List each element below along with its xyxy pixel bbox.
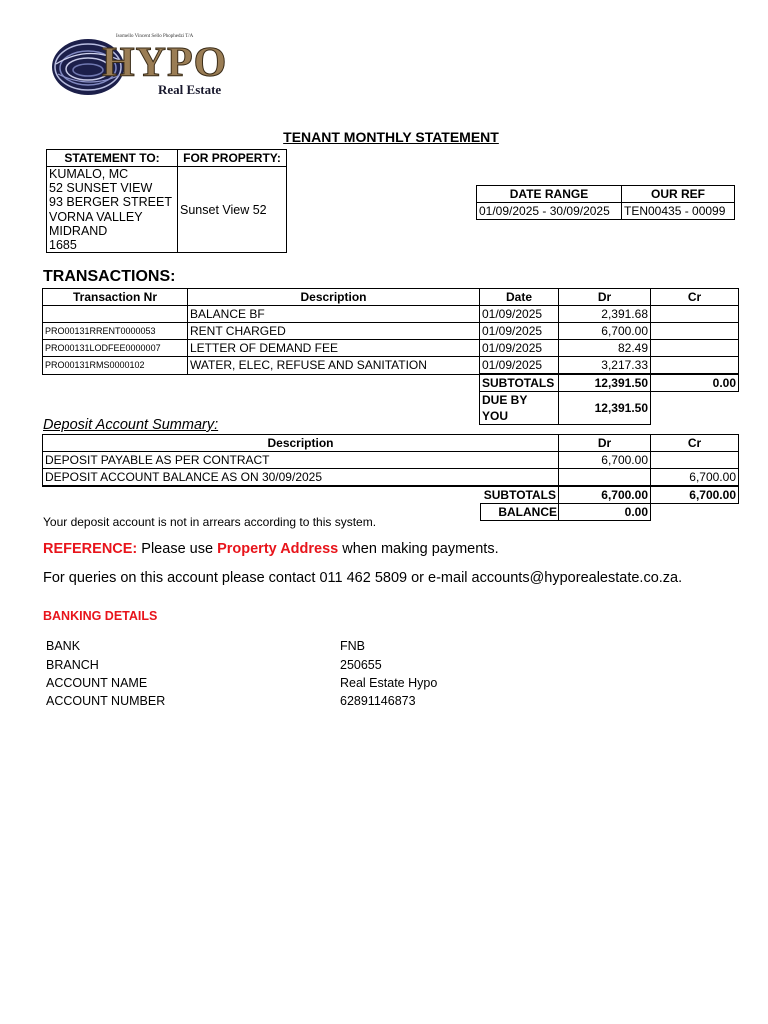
subtotals-row: [43, 486, 739, 504]
col-date: Date: [480, 289, 559, 306]
bank-label: BANK: [46, 639, 81, 653]
deposit-balance-value: 0.00: [559, 504, 651, 521]
logo-brand: HYPO: [102, 40, 228, 86]
bank-value: FNB: [340, 639, 365, 653]
deposit-cr: 6,700.00: [651, 469, 739, 487]
reference-text: when making payments.: [338, 541, 499, 557]
transaction-dr: 3,217.33: [559, 357, 651, 375]
transaction-dr: 82.49: [559, 340, 651, 357]
account-name-label: ACCOUNT NAME: [46, 676, 148, 690]
deposit-balance-label: BALANCE: [43, 504, 559, 521]
transaction-dr: 2,391.68: [559, 306, 651, 323]
reference-highlight: Property Address: [217, 541, 339, 557]
deposit-desc: DEPOSIT PAYABLE AS PER CONTRACT: [43, 452, 559, 469]
deposit-note: Your deposit account is not in arrears according to this system.: [43, 515, 377, 529]
address-line: VORNA VALLEY: [49, 209, 143, 224]
deposit-dr: 6,700.00: [559, 452, 651, 469]
transaction-cr: [651, 340, 739, 357]
account-number-label: ACCOUNT NUMBER: [46, 694, 166, 708]
col-dr: Dr: [559, 435, 651, 452]
date-range-header: DATE RANGE: [477, 186, 622, 203]
account-number-value: 62891146873: [340, 694, 416, 708]
subtotal-dr: 12,391.50: [559, 374, 651, 392]
transaction-date: 01/09/2025: [480, 306, 559, 323]
date-range-value: 01/09/2025 - 30/09/2025: [477, 203, 622, 220]
reference-text: Please use: [137, 541, 218, 557]
date-range-table: [476, 185, 735, 220]
company-logo: [50, 30, 240, 102]
statement-to-header: STATEMENT TO:: [47, 150, 178, 167]
logo-fine-print: Isomello Vincent Sello Phophedzi T/A: [116, 34, 194, 39]
transaction-nr: PRO00131RMS0000102: [43, 357, 188, 375]
table-row: [43, 452, 739, 469]
col-description: Description: [43, 435, 559, 452]
col-description: Description: [188, 289, 480, 306]
our-ref-value: TEN00435 - 00099: [622, 203, 735, 220]
transaction-nr: [43, 306, 188, 323]
deposit-cr: [651, 452, 739, 469]
table-row: [43, 340, 739, 357]
branch-value: 250655: [340, 658, 382, 672]
deposit-subtotal-dr: 6,700.00: [559, 486, 651, 504]
col-transaction-nr: Transaction Nr: [43, 289, 188, 306]
deposit-desc: DEPOSIT ACCOUNT BALANCE AS ON 30/09/2025: [43, 469, 559, 487]
deposit-table: [42, 434, 739, 521]
subtotal-cr: 0.00: [651, 374, 739, 392]
transaction-desc: RENT CHARGED: [188, 323, 480, 340]
address-line: 1685: [49, 238, 77, 253]
tenant-address: [47, 167, 178, 253]
transaction-dr: 6,700.00: [559, 323, 651, 340]
transaction-date: 01/09/2025: [480, 323, 559, 340]
deposit-heading: Deposit Account Summary:: [43, 417, 219, 433]
transaction-cr: [651, 306, 739, 323]
transaction-desc: WATER, ELEC, REFUSE AND SANITATION: [188, 357, 480, 375]
transaction-cr: [651, 357, 739, 375]
address-line: MIDRAND: [49, 223, 108, 238]
table-row: [43, 306, 739, 323]
deposit-dr: [559, 469, 651, 487]
transaction-desc: LETTER OF DEMAND FEE: [188, 340, 480, 357]
address-line: KUMALO, MC: [49, 167, 129, 181]
transactions-table: [42, 288, 739, 425]
col-cr: Cr: [651, 435, 739, 452]
transaction-date: 01/09/2025: [480, 357, 559, 375]
page-title: TENANT MONTHLY STATEMENT: [283, 129, 499, 145]
banking-heading: BANKING DETAILS: [43, 609, 158, 623]
reference-label: REFERENCE:: [43, 541, 138, 557]
account-name-value: Real Estate Hypo: [340, 676, 438, 690]
logo-subtitle: Real Estate: [158, 82, 222, 97]
transaction-nr: PRO00131LODFEE0000007: [43, 340, 188, 357]
branch-label: BRANCH: [46, 658, 99, 672]
deposit-subtotal-cr: 6,700.00: [651, 486, 739, 504]
statement-to-table: [46, 149, 287, 253]
deposit-subtotals-label: SUBTOTALS: [43, 486, 559, 504]
col-cr: Cr: [651, 289, 739, 306]
reference-line: [43, 541, 499, 557]
transaction-desc: BALANCE BF: [188, 306, 480, 323]
our-ref-header: OUR REF: [622, 186, 735, 203]
transactions-heading: TRANSACTIONS:: [43, 268, 176, 285]
transaction-date: 01/09/2025: [480, 340, 559, 357]
col-dr: Dr: [559, 289, 651, 306]
due-label: DUE BY YOU: [480, 392, 559, 425]
due-value: 12,391.50: [559, 392, 651, 425]
transaction-cr: [651, 323, 739, 340]
address-line: 52 SUNSET VIEW: [49, 181, 153, 196]
property-name: Sunset View 52: [178, 167, 287, 253]
address-line: 93 BERGER STREET: [49, 195, 172, 210]
table-row: [43, 469, 739, 487]
transaction-nr: PRO00131RRENT0000053: [43, 323, 188, 340]
table-row: [43, 323, 739, 340]
subtotals-label: SUBTOTALS: [480, 374, 559, 392]
subtotals-row: [43, 374, 739, 392]
table-row: [43, 357, 739, 375]
for-property-header: FOR PROPERTY:: [178, 150, 287, 167]
queries-line: For queries on this account please contact 011 462 5809 or e-mail accounts@hyporealestate.co.za.: [43, 570, 683, 586]
